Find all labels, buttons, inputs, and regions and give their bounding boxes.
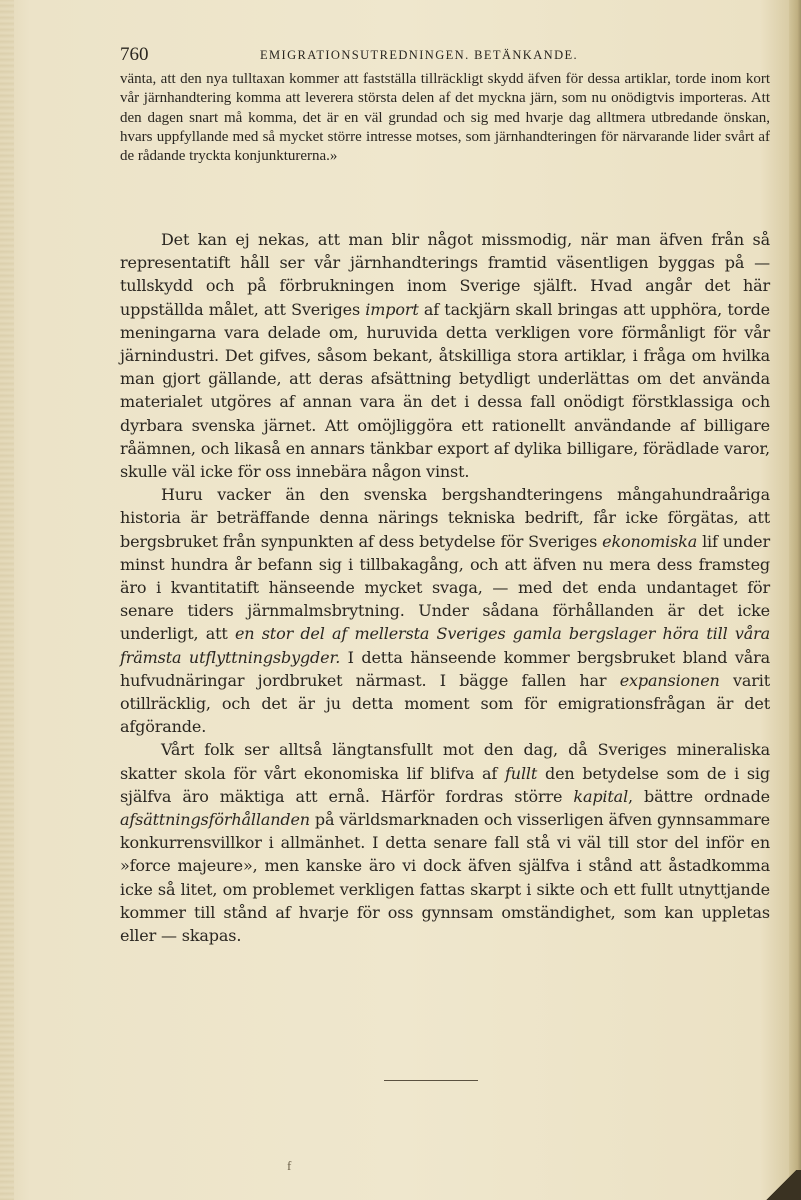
page-right-edge — [789, 0, 801, 1200]
running-head: EMIGRATIONSUTREDNINGEN. BETÄNKANDE. — [260, 48, 579, 62]
paragraph-3 — [120, 738, 770, 947]
section-end-rule — [384, 1080, 478, 1081]
paragraph-2-emphasis-ekonomiska: ekonomiska — [602, 531, 698, 551]
paragraph-2-text-b: lif under minst hundra år befann sig i tillbakagång, och att äfven nu mera dess framsteg äro i kvantitatift hänseende mycket svaga, — med det enda undantaget för senare tiders järnmalmsbrytning. Under sådana förhållanden är det icke underligt, att — [120, 531, 770, 644]
paragraph-3-text-d: på världsmarknaden och visserligen äfven gynnsammare konkurrensvillkor i allmänhet. I detta senare fall stå vi väl till stor del inför en »force majeure», men kanske äro vi dock äfven själfva i stånd att åstadkomma icke så litet, om problemet verkligen fattas skarpt i sikte och ett fullt utnyttjande kommer till stånd af hvarje för oss gynnsam omständighet, som kan uppletas eller — skapas. — [120, 810, 770, 946]
paragraph-2-text-c: I detta hänseende kommer bergsbruket bland våra hufvudnäringar jordbruket närmast. I bägge fallen har — [120, 647, 771, 690]
page-corner-fold — [761, 1170, 801, 1200]
paragraph-2 — [120, 483, 770, 738]
footer-mark: f — [287, 1158, 292, 1173]
paragraph-3-text-c: , bättre ordnade — [628, 786, 770, 806]
paragraph-3-text-a: Vårt folk ser alltså längtansfullt mot den dag, då Sveriges mineraliska skatter skola för vårt ekonomiska lif blifva af — [120, 740, 770, 783]
page-left-edge — [0, 0, 14, 1200]
paragraph-1-text-b: af tackjärn skall bringas att upphöra, torde meningarna vara delade om, huruvida detta verkligen vore förmånligt för vår järnindustri. Det gifves, såsom bekant, åtskilliga stora artiklar, i fråga om hvilka man gjort gällande, att deras afsättning betydligt underlättas om det använda materialet utgöres af annan vara än det i dessa fall onödigt förstklassiga och dyrbara svenska järnet. Att omöjliggöra ett rationellt användande af billigare råämnen, och likaså en annars tänkbar export af dylika billigare, förädlade varor, skulle väl icke för oss innebära någon vinst. — [120, 299, 771, 482]
page-number: 760 — [120, 44, 149, 65]
paragraph-1-emphasis-import: import — [365, 299, 419, 319]
paragraph-1-text-a: Det kan ej nekas, att man blir något missmodig, när man äfven från så representatift håll ser vår järnhandterings framtid väsentligen byggas på — tullskydd och på förbrukningen inom Sverige själft. Hvad angår det här uppställda målet, att Sveriges — [120, 230, 770, 319]
paragraph-3-text-b: den betydelse som de i sig själfva äro mäktiga att ernå. Härför fordras större — [120, 763, 770, 806]
paragraph-3-emphasis-afsattning: afsättningsförhållanden — [120, 810, 310, 830]
paragraph-3-emphasis-fullt: fullt — [505, 763, 538, 783]
paragraph-2-emphasis-bergslager: en stor del af mellersta Sveriges gamla bergslager höra till våra främsta utflyttningsbygder. — [120, 624, 770, 667]
paragraph-1 — [120, 228, 770, 483]
body-text — [120, 228, 770, 947]
paragraph-3-emphasis-kapital: kapital — [573, 786, 629, 806]
paragraph-2-text-a: Huru vacker än den svenska bergshandteringens mångahundraåriga historia är beträffande denna närings tekniska bedrift, får icke förgätas, att bergsbruket från synpunkten af dess betydelse för Sveriges — [120, 485, 770, 551]
quoted-passage — [120, 70, 770, 166]
quote-text: vänta, att den nya tulltaxan kommer att fastställa tillräckligt skydd äfven för dessa artiklar, torde inom kort vår järnhandtering komma att leverera största delen af det myckna järn, som nu onödigtvis importeras. Att den dagen snart må komma, det är en väl grundad och sig med hvarje dag alltmera utbredande önskan, hvars uppfyllande med så mycket större intresse motses, som järnhandteringen för närvarande lider svårt af de rådande tryckta konjunkturerna.» — [120, 71, 770, 165]
page-header — [120, 44, 760, 70]
paragraph-2-text-d: varit otillräcklig, och det är ju detta moment som för emigrationsfrågan är det afgörande. — [120, 670, 770, 737]
paragraph-2-emphasis-expansionen: expansionen — [619, 670, 720, 690]
